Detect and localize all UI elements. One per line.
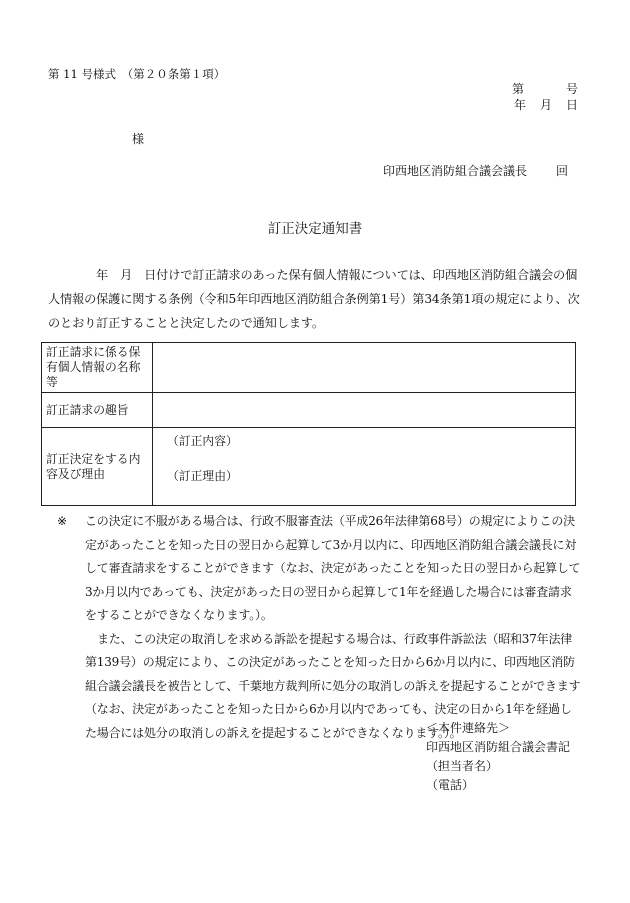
form-number: 第 11 号様式 （第２０条第１項） [48,67,226,81]
appeal-note [57,510,583,745]
body-paragraph: 年 月 日付けで訂正請求のあった保有個人情報については、印西地区消防組合議会の個人情報の保護に関する条例（令和5年印西地区消防組合条例第1号）第34条第1項の規定により、次のとおり訂正することと決定したので通知します。 [48,268,580,330]
note-paragraph-appeal: この決定に不服がある場合は、行政不服審査法（平成26年法律第68号）の規定によりこの決定があったことを知った日の翌日から起算して3か月以内に、印西地区消防組合議会議長に対して審査請求をすることができます（なお、決定があったことを知った日の翌日から起算して3か月以内であっても、決定があった日の翌日から起算して1年を経過した場合には審査請求をすることができなくなります。）。 [85,514,581,622]
table-label-decision: 訂正決定をする内容及び理由 [42,428,153,506]
contact-heading: ＜本件連絡先＞ [426,721,511,735]
document-title: 訂正決定通知書 [267,221,363,237]
issuer-name: 印西地区消防組合議会議長 [383,164,528,178]
info-table [41,342,576,506]
correction-reason-label: （訂正理由） [167,469,238,483]
document-number-prefix: 第 [511,82,524,96]
table-row [42,393,576,428]
contact-block [426,719,570,795]
date-year: 年 [513,98,526,112]
document-number [512,80,578,97]
recipient-honorific: 様 [132,132,145,146]
date-day: 日 [565,98,578,112]
table-value-name [153,343,576,393]
table-value-decision [153,428,576,506]
table-label-name: 訂正請求に係る保有個人情報の名称等 [42,343,153,393]
contact-phone: （電話） [426,778,475,792]
contact-person: （担当者名） [426,759,499,773]
issue-date [514,96,578,113]
note-paragraph-lawsuit: また、この決定の取消しを求める訴訟を提起する場合は、行政事件訴訟法（昭和37年法律第139号）の規定により、この決定があったことを知った日から6か月以内に、印西地区消防組合議会議長を被告として、千葉地方裁判所に処分の取消しの訴えを提起することができます（なお、決定があったことを知った日から6か月以内であっても、決定の日から1年を経過した場合には処分の取消しの訴えを提起することができなくなります。）。 [85,631,581,740]
seal-mark: 回 [556,164,569,178]
decision-block [153,430,575,503]
correction-content-label: （訂正内容） [167,434,238,448]
table-row [42,428,576,506]
note-mark: ※ [57,514,67,528]
table-label-purpose: 訂正請求の趣旨 [42,393,153,428]
table-row [42,343,576,393]
table-value-purpose [153,393,576,428]
date-month: 月 [539,98,552,112]
contact-office: 印西地区消防組合議会書記 [426,740,571,754]
document-number-suffix: 号 [565,82,578,96]
